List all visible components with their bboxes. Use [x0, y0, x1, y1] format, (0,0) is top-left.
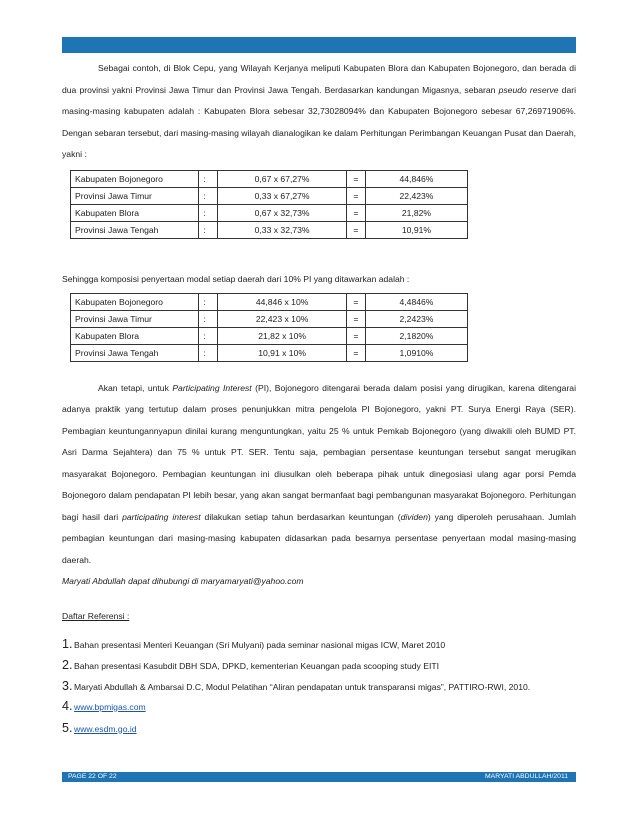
- table-cell-sep: :: [199, 170, 218, 187]
- table-cell-result: 22,423%: [365, 187, 467, 204]
- table-row: [71, 293, 468, 310]
- esdm-link[interactable]: www.esdm.go.id: [74, 723, 137, 734]
- reference-text: Bahan presentasi Menteri Keuangan (Sri Mulyani) pada seminar nasional migas ICW, Maret 2010: [74, 639, 446, 650]
- table-cell-eq: =: [346, 221, 365, 238]
- table-perimbangan: [70, 170, 468, 239]
- table-cell-result: 44,846%: [365, 170, 467, 187]
- table-cell-result: 2,1820%: [365, 327, 467, 344]
- table-cell-name: Provinsi Jawa Tengah: [71, 221, 199, 238]
- table-cell-sep: :: [199, 344, 218, 361]
- table-cell-eq: =: [346, 187, 365, 204]
- table-cell-result: 2,2423%: [365, 310, 467, 327]
- table-cell-name: Provinsi Jawa Timur: [71, 187, 199, 204]
- table-cell-eq: =: [346, 310, 365, 327]
- table-cell-eq: =: [346, 344, 365, 361]
- table-cell-sep: :: [199, 310, 218, 327]
- references-heading: Daftar Referensi :: [62, 610, 130, 621]
- table-cell-name: Kabupaten Bojonegoro: [71, 170, 199, 187]
- table-cell-result: 1,0910%: [365, 344, 467, 361]
- italic-term: Participating Interest: [172, 382, 252, 393]
- contact-text: Maryati Abdullah dapat dihubungi di maryamaryati@yahoo.com: [62, 576, 304, 586]
- table-row: [71, 187, 468, 204]
- reference-text: Maryati Abdullah & Ambarsai D.C, Modul Pelatihan “Aliran pendapatan untuk transparansi migas”, PATTIRO-RWI, 2010.: [74, 681, 531, 692]
- contact-line: [62, 571, 576, 593]
- table-row: [71, 310, 468, 327]
- italic-term: dividen: [400, 511, 428, 522]
- table-cell-name: Provinsi Jawa Tengah: [71, 344, 199, 361]
- table-cell-result: 10,91%: [365, 221, 467, 238]
- footer-author: MARYATI ABDULLAH/2011: [485, 773, 568, 780]
- reference-number: 3.: [62, 678, 73, 693]
- references-list: [62, 637, 576, 735]
- list-item: [62, 699, 576, 713]
- paragraph-blok-cepu: [62, 58, 576, 166]
- table-cell-eq: =: [346, 293, 365, 310]
- table-cell-sep: :: [199, 204, 218, 221]
- italic-term: pseudo reserve: [498, 84, 559, 95]
- reference-number: 1.: [62, 636, 73, 651]
- table-cell-result: 21,82%: [365, 204, 467, 221]
- table-penyertaan-modal: [70, 293, 468, 362]
- table-cell-formula: 10,91 x 10%: [218, 344, 346, 361]
- list-item: [62, 637, 576, 651]
- table-cell-formula: 44,846 x 10%: [218, 293, 346, 310]
- bpmigas-link[interactable]: www.bpmigas.com: [74, 701, 146, 712]
- paragraph-text: (PI), Bojonegoro ditengarai berada dalam posisi yang dirugikan, karena ditengarai adanya praktik yang tertutup dalam proses penunjukkan mitra pengelola PI Bojonegoro, yakni PT. Surya Energi Raya (SER). Pembagian keuntungannyapun dinilai kurang menguntungkan, yaitu 25 % untuk Pemkab Bojonegoro (yang diwakili oleh BUMD PT. Asri Darma Sejahtera) dan 75 % untuk PT. SER. Tentu saja, pembagian persentase keuntungan tersebut sangat merugikan masyarakat Bojonegoro. Pembagian keuntungan ini diusulkan oleh beberapa pihak untuk dinegosiasi ulang agar porsi Pemda Bojonegoro dalam pendapatan PI lebih besar, yang akan sangat bermanfaat bagi pembangunan masyarakat Bojonegoro. Perhitungan bagi hasil dari: [62, 382, 576, 522]
- table-cell-formula: 0,67 x 32,73%: [218, 204, 346, 221]
- footer-bar: [62, 772, 576, 782]
- table-cell-eq: =: [346, 327, 365, 344]
- paragraph-text: dilakukan setiap tahun berdasarkan keuntungan (: [200, 511, 401, 522]
- table-cell-sep: :: [199, 187, 218, 204]
- table-cell-sep: :: [199, 327, 218, 344]
- reference-number: 4.: [62, 698, 73, 713]
- table-cell-formula: 21,82 x 10%: [218, 327, 346, 344]
- paragraph-komposisi: Sehingga komposisi penyertaan modal setiap daerah dari 10% PI yang ditawarkan adalah :: [62, 273, 410, 284]
- table-cell-eq: =: [346, 204, 365, 221]
- table-cell-result: 4,4846%: [365, 293, 467, 310]
- table-row: [71, 204, 468, 221]
- table-cell-formula: 0,67 x 67,27%: [218, 170, 346, 187]
- table-row: [71, 170, 468, 187]
- italic-term: participating interest: [122, 511, 201, 522]
- reference-number: 2.: [62, 657, 73, 672]
- table-cell-formula: 0,33 x 32,73%: [218, 221, 346, 238]
- table-cell-eq: =: [346, 170, 365, 187]
- page-content: [62, 58, 576, 735]
- paragraph-text: Akan tetapi, untuk: [98, 382, 173, 393]
- paragraph-participating-interest: [62, 378, 576, 572]
- table-cell-sep: :: [199, 293, 218, 310]
- paragraph-text: Sebagai contoh, di Blok Cepu, yang Wilayah Kerjanya meliputi Kabupaten Blora dan Kabupaten Bojonegoro, dan berada di dua provinsi yakni Provinsi Jawa Timur dan Provinsi Jawa Tengah. Berdasarkan kandungan Migasnya, sebaran: [62, 63, 576, 95]
- page-number: PAGE 22 OF 22: [68, 773, 117, 780]
- table-row: [71, 327, 468, 344]
- paragraph-text: dari masing-masing kabupaten adalah : Kabupaten Blora sebesar 32,73028094% dan Kabupaten Bojonegoro sebesar 67,26971906%. Dengan sebaran tersebut, dari masing-masing wilayah dianalogikan ke dalam Perhitungan Perimbangan Keuangan Pusat dan Daerah, yakni :: [62, 84, 577, 159]
- list-item: [62, 679, 576, 693]
- table-cell-name: Kabupaten Blora: [71, 204, 199, 221]
- table-cell-name: Kabupaten Bojonegoro: [71, 293, 199, 310]
- table-row: [71, 344, 468, 361]
- table-row: [71, 221, 468, 238]
- header-bar: [62, 37, 576, 53]
- reference-text: Bahan presentasi Kasubdit DBH SDA, DPKD, kementerian Keuangan pada scooping study EITI: [74, 660, 439, 671]
- reference-number: 5.: [62, 720, 73, 735]
- table-cell-formula: 22,423 x 10%: [218, 310, 346, 327]
- table-cell-sep: :: [199, 221, 218, 238]
- table-cell-name: Provinsi Jawa Timur: [71, 310, 199, 327]
- paragraph-text: ) yang diperoleh perusahaan. Jumlah pembagian keuntungan dari masing-masing kabupaten didasarkan pada besarnya persentase penyertaan modal masing-masing daerah.: [62, 511, 576, 565]
- table-cell-formula: 0,33 x 67,27%: [218, 187, 346, 204]
- list-item: [62, 721, 576, 735]
- table-cell-name: Kabupaten Blora: [71, 327, 199, 344]
- list-item: [62, 658, 576, 672]
